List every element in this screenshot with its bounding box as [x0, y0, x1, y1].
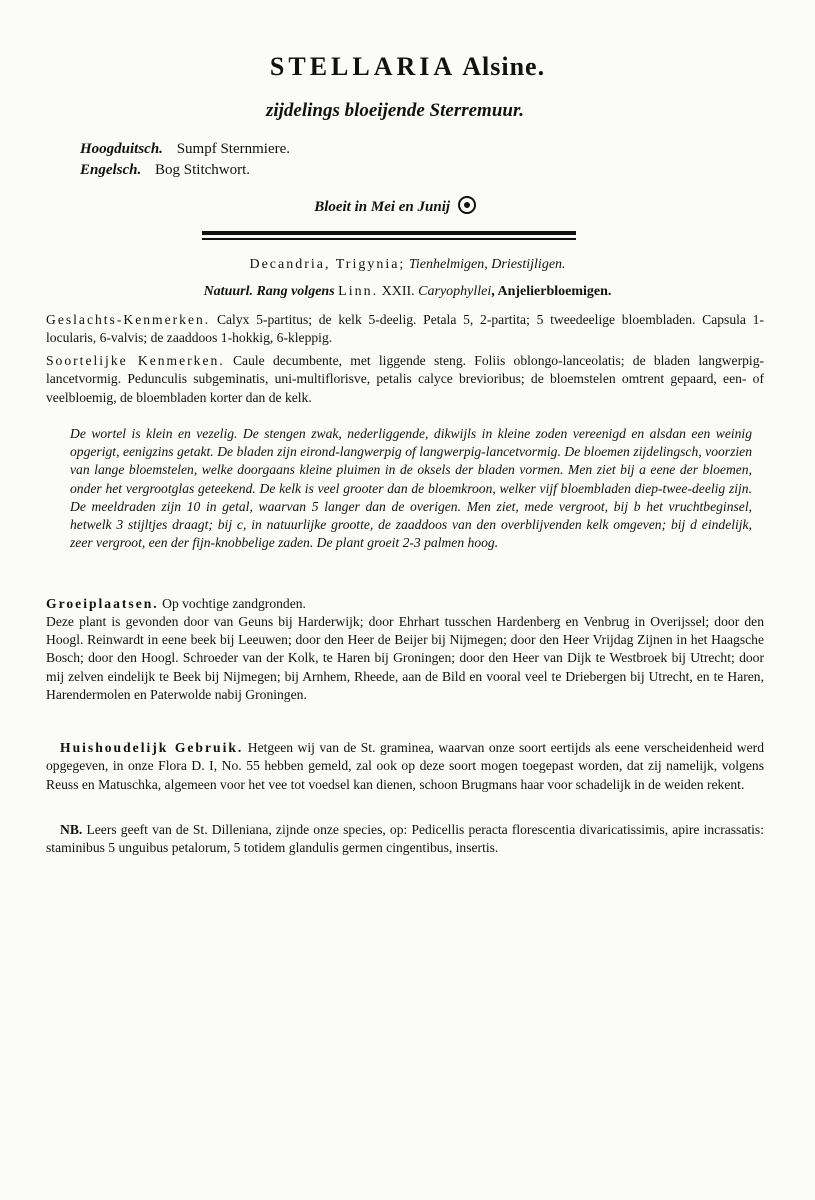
natural-rank-label: Natuurl. Rang volgens — [203, 284, 335, 299]
genus-name: STELLARIA — [269, 52, 457, 81]
linnaeus-ref: Linn. — [338, 284, 379, 299]
thin-divider — [202, 238, 576, 240]
vernacular-english — [80, 162, 250, 179]
family-dutch: , Anjelierbloemigen. — [491, 284, 612, 299]
dutch-class: Tienhelmigen, Driestijligen. — [408, 257, 566, 272]
rank-number: XXII. — [381, 284, 415, 299]
species-characters-text: Caule decumbente, met liggende steng. Foliis oblongo-lanceolatis; de bladen langwerpig-lancetvormig. Pedunculis subgeminatis, uni-multiflorisve, petalis calyce brevioribus; de bloemstelen omtrent gepaard, een- of veelbloemig, de bloembladen korter dan de kelk. — [46, 353, 765, 405]
dutch-common-name: zijdelings bloeijende Sterremuur. — [265, 100, 525, 121]
page-title — [0, 52, 815, 82]
plant-description: De wortel is klein en vezelig. De stengen zwak, nederliggende, dikwijls in kleine zoden vereenigd en alsdan een weinig opgerigt, eenigzins getakt. De bladen zijn eirond-langwerpig of langwerpig-lancetvormig. De bloemen zijdelingsch, voorzien van lange bloemstelen, welke doorgaans kleine pluimen in de oksels der bladen vormen. Men ziet bij a eene der bloemen, onder het vergrootglas geteekend. De kelk is veel grooter dan de bloemkroon, welker vijf bloembladen diep-twee-deelig zijn. De meeldraden zijn 10 in getal, waarvan 5 langer dan de overigen. Men ziet, mede vergroot, bij b het vruchtbeginsel, hetwelk 3 stijltjes draagt; bij c, in natuurlijke grootte, de zaaddoos van den overblijvenden kelk omgeven; bij d eindelijk, zeer vergroot, een der fijn-knobbelige zaden. De plant groeit 2-3 palmen hoog. — [70, 426, 752, 551]
flowering-period — [0, 196, 790, 216]
german-name: Sumpf Sternmiere. — [176, 141, 291, 157]
species-name: Alsine. — [462, 52, 546, 81]
annual-symbol-icon — [458, 196, 476, 214]
nota-bene-label: NB. — [60, 822, 83, 837]
genus-characters-heading: Geslachts-Kenmerken. — [46, 312, 211, 327]
natural-rank — [0, 284, 815, 300]
household-use-text: Hetgeen wij van de St. graminea, waarvan onze soort eertijds als eene verscheidenheid werd opgegeven, in onze Flora D. I, No. 55 hebben gemeld, zal ook op deze soort mogen toegepast worden, dat zij namelijk, volgens Reuss en Matuschka, algemeen voor het vee tot voedsel kan dienen, schoon Brugmans haar voor schadelijk in de weiden rekent. — [46, 740, 764, 792]
household-use — [46, 739, 764, 794]
linnaean-class: Decandria, Trigynia; — [249, 257, 406, 272]
english-label: Engelsch. — [80, 162, 142, 178]
habitat-summary: Op vochtige zandgronden. — [162, 596, 306, 611]
genus-characters — [46, 311, 764, 348]
thick-divider — [202, 231, 576, 235]
household-use-heading: Huishoudelijk Gebruik. — [60, 740, 244, 755]
species-characters-heading: Soortelijke Kenmerken. — [46, 353, 225, 368]
habitat-heading: Groeiplaatsen. — [46, 596, 159, 611]
habitat-heading-line — [46, 595, 764, 613]
genus-characters-text: Calyx 5-partitus; de kelk 5-deelig. Petala 5, 2-partita; 5 tweedeelige bloembladen. Capsula 1-locularis, 6-valvis; de zaaddoos 1-hokkig, 6-kleppig. — [46, 312, 764, 346]
habitat-text: Deze plant is gevonden door van Geuns bij Harderwijk; door Ehrhart tusschen Hardenberg en Venbrug in Overijssel; door den Hoogl. Reinwardt in eene beek bij Leeuwen; door den Heer de Beijer bij Nijmegen; door den Heer Vrijdag Zijnen in het Haagsche Bosch; door den Hoogl. Schroeder van der Kolk, te Haren bij Groningen; door den Heer van Dijk te Westbroek bij Utrecht; door mij zelven eindelijk te Beek bij Nijmegen; bij Arnhem, Rheede, aan de Bild en vooral veel te Driebergen bij Utrecht, en te Haren, Harendermolen en Paterwolde nabij Groningen. — [46, 614, 764, 702]
nota-bene-text: Leers geeft van de St. Dilleniana, zijnde onze species, op: Pedicellis peracta florescentia divaricatissimis, apire incrassatis: staminibus 5 unguibus petalorum, 5 totidem glandulis germen cingentibus, insertis. — [46, 822, 764, 856]
linnaean-classification — [0, 257, 815, 273]
english-name: Bog Stitchwort. — [155, 162, 251, 178]
flowering-text: Bloeit in Mei en Junij — [314, 199, 451, 215]
family-latin: Caryophyllei — [418, 284, 492, 299]
species-characters — [46, 352, 764, 407]
german-label: Hoogduitsch. — [80, 141, 163, 157]
nota-bene — [46, 821, 764, 858]
vernacular-german — [80, 141, 290, 158]
